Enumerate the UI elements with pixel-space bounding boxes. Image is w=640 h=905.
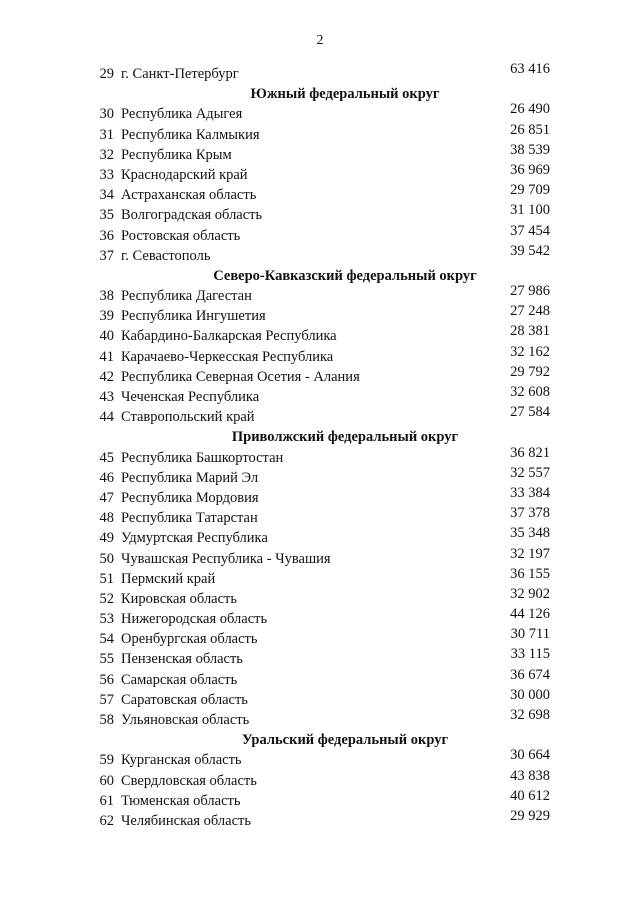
region-name: Республика Северная Осетия - Алания xyxy=(121,368,360,385)
region-name: Республика Крым xyxy=(121,146,232,163)
region-value: 27 986 xyxy=(510,283,550,300)
region-row xyxy=(90,384,560,407)
region-name: Курганская область xyxy=(121,752,242,769)
region-value: 32 557 xyxy=(510,464,550,481)
row-number: 37 xyxy=(99,247,114,264)
region-value: 30 711 xyxy=(510,626,550,643)
row-number: 44 xyxy=(99,409,114,426)
row-number: 60 xyxy=(99,772,114,789)
row-number: 57 xyxy=(99,691,114,708)
row-number: 55 xyxy=(99,651,114,668)
row-number: 58 xyxy=(99,712,114,728)
region-name: Республика Башкортостан xyxy=(121,449,284,466)
section-saint-petersburg xyxy=(90,61,560,84)
region-value: 38 539 xyxy=(510,141,550,158)
region-row xyxy=(90,161,560,185)
region-row xyxy=(90,767,560,791)
row-number: 45 xyxy=(99,449,114,466)
region-value: 37 378 xyxy=(510,505,550,522)
region-name: Республика Мордовия xyxy=(121,489,259,506)
region-row xyxy=(90,545,560,569)
region-name: Саратовская область xyxy=(121,691,248,708)
row-number: 56 xyxy=(99,671,114,688)
region-row xyxy=(90,121,560,145)
region-row xyxy=(90,222,560,246)
region-row xyxy=(90,707,560,730)
region-value: 29 929 xyxy=(510,807,550,824)
region-value: 43 838 xyxy=(510,767,550,784)
row-number: 62 xyxy=(99,812,114,829)
district-heading: Приволжский федеральный округ xyxy=(231,429,459,446)
row-number: 40 xyxy=(99,328,114,345)
region-name: Удмуртская Республика xyxy=(121,530,268,547)
region-name: Нижегородская область xyxy=(121,611,268,628)
region-value: 30 000 xyxy=(510,686,550,703)
region-value: 32 698 xyxy=(510,707,550,723)
region-name: Республика Ингушетия xyxy=(121,308,266,325)
region-name: Республика Дагестан xyxy=(121,288,252,305)
region-value: 36 969 xyxy=(510,161,550,178)
region-row xyxy=(90,182,560,205)
region-value: 35 348 xyxy=(510,525,550,542)
region-name: Республика Калмыкия xyxy=(121,126,260,143)
region-name: Самарская область xyxy=(121,671,238,688)
region-value: 33 384 xyxy=(510,484,550,501)
region-value: 29 709 xyxy=(510,182,550,199)
region-name: Республика Татарстан xyxy=(121,510,258,527)
row-number: 41 xyxy=(99,348,114,365)
region-value: 32 902 xyxy=(510,585,550,602)
region-row xyxy=(90,686,560,710)
region-row xyxy=(90,565,560,589)
region-row xyxy=(90,505,560,528)
row-number: 46 xyxy=(99,469,114,486)
region-value: 29 792 xyxy=(510,363,550,380)
row-number: 35 xyxy=(99,207,114,224)
region-value: 27 584 xyxy=(510,404,550,421)
region-value: 44 126 xyxy=(510,606,550,623)
region-name: Волгоградская область xyxy=(121,207,263,224)
row-number: 54 xyxy=(99,631,114,648)
section-north-caucasus-district xyxy=(90,266,560,428)
region-row xyxy=(90,363,560,387)
region-value: 31 100 xyxy=(510,202,550,219)
region-name: Пензенская область xyxy=(121,651,243,668)
region-row xyxy=(90,404,560,427)
region-row xyxy=(90,666,560,690)
row-number: 31 xyxy=(99,126,114,143)
row-number: 48 xyxy=(99,510,114,527)
region-value: 27 248 xyxy=(510,303,550,320)
district-heading: Уральский федеральный округ xyxy=(241,732,449,749)
region-row xyxy=(90,141,560,165)
region-value: 36 674 xyxy=(510,666,550,683)
region-name: Республика Марий Эл xyxy=(121,469,259,486)
region-row xyxy=(90,101,560,124)
region-name: Чеченская Республика xyxy=(121,389,260,405)
region-row xyxy=(90,303,560,326)
region-name: Карачаево-Черкесская Республика xyxy=(121,348,334,365)
region-name: Тюменская область xyxy=(121,792,241,809)
region-value: 37 454 xyxy=(510,222,550,239)
region-row xyxy=(90,606,560,629)
region-name: Краснодарский край xyxy=(121,166,248,183)
region-name: Республика Адыгея xyxy=(121,106,243,123)
region-name: Ульяновская область xyxy=(121,712,250,728)
region-row xyxy=(90,585,560,609)
region-value: 40 612 xyxy=(510,787,550,804)
region-value: 33 115 xyxy=(510,646,550,663)
row-number: 42 xyxy=(99,368,114,385)
row-number: 32 xyxy=(99,146,114,163)
region-name: Пермский край xyxy=(121,570,216,587)
region-name: г. Санкт-Петербург xyxy=(121,66,239,82)
row-number: 53 xyxy=(99,611,114,628)
region-row xyxy=(90,323,560,346)
region-value: 32 162 xyxy=(510,343,550,360)
region-row xyxy=(90,444,560,468)
region-name: Оренбургская область xyxy=(121,631,258,648)
region-row xyxy=(90,525,560,548)
row-number: 29 xyxy=(99,66,114,82)
region-value: 26 851 xyxy=(510,121,550,138)
region-name: Чувашская Республика - Чувашия xyxy=(121,550,331,567)
section-ural-district xyxy=(90,730,560,831)
region-row xyxy=(90,807,560,831)
district-heading: Северо-Кавказский федеральный округ xyxy=(213,267,477,284)
region-row xyxy=(90,646,560,669)
region-name: Свердловская область xyxy=(121,772,257,789)
region-row xyxy=(90,747,560,770)
region-row xyxy=(90,626,560,649)
region-table xyxy=(90,61,560,831)
region-value: 36 155 xyxy=(510,565,550,582)
region-row xyxy=(90,242,560,266)
row-number: 52 xyxy=(99,590,114,607)
region-row xyxy=(90,464,560,488)
row-number: 50 xyxy=(99,550,114,567)
row-number: 38 xyxy=(99,288,114,305)
region-value: 36 821 xyxy=(510,444,550,461)
section-volga-district xyxy=(90,427,560,730)
row-number: 49 xyxy=(99,530,114,547)
region-row xyxy=(90,202,560,225)
region-name: Ростовская область xyxy=(121,227,241,244)
region-name: г. Севастополь xyxy=(121,247,211,264)
page-number: 2 xyxy=(316,33,324,48)
row-number: 39 xyxy=(99,308,114,325)
region-value: 28 381 xyxy=(510,323,550,340)
region-value: 39 542 xyxy=(510,242,550,259)
row-number: 30 xyxy=(99,106,114,123)
row-number: 59 xyxy=(99,752,114,769)
row-number: 43 xyxy=(99,389,114,405)
row-number: 34 xyxy=(99,187,114,204)
row-number: 36 xyxy=(99,227,114,244)
row-number: 51 xyxy=(99,570,114,587)
region-row xyxy=(90,484,560,508)
row-number: 61 xyxy=(99,792,114,809)
region-name: Астраханская область xyxy=(121,187,257,204)
region-row xyxy=(90,61,560,84)
region-row xyxy=(90,787,560,811)
region-value: 30 664 xyxy=(510,747,550,764)
region-value: 32 197 xyxy=(510,545,550,562)
row-number: 47 xyxy=(99,489,114,506)
region-name: Челябинская область xyxy=(121,812,251,829)
region-value: 63 416 xyxy=(510,61,550,77)
region-value: 26 490 xyxy=(510,101,550,118)
region-name: Кировская область xyxy=(121,590,238,607)
region-row xyxy=(90,343,560,367)
row-number: 33 xyxy=(99,166,114,183)
region-row xyxy=(90,283,560,306)
region-name: Ставропольский край xyxy=(121,409,255,426)
region-name: Кабардино-Балкарская Республика xyxy=(121,328,337,345)
section-southern-district xyxy=(90,84,560,266)
region-value: 32 608 xyxy=(510,384,550,400)
district-heading: Южный федеральный округ xyxy=(250,86,440,103)
